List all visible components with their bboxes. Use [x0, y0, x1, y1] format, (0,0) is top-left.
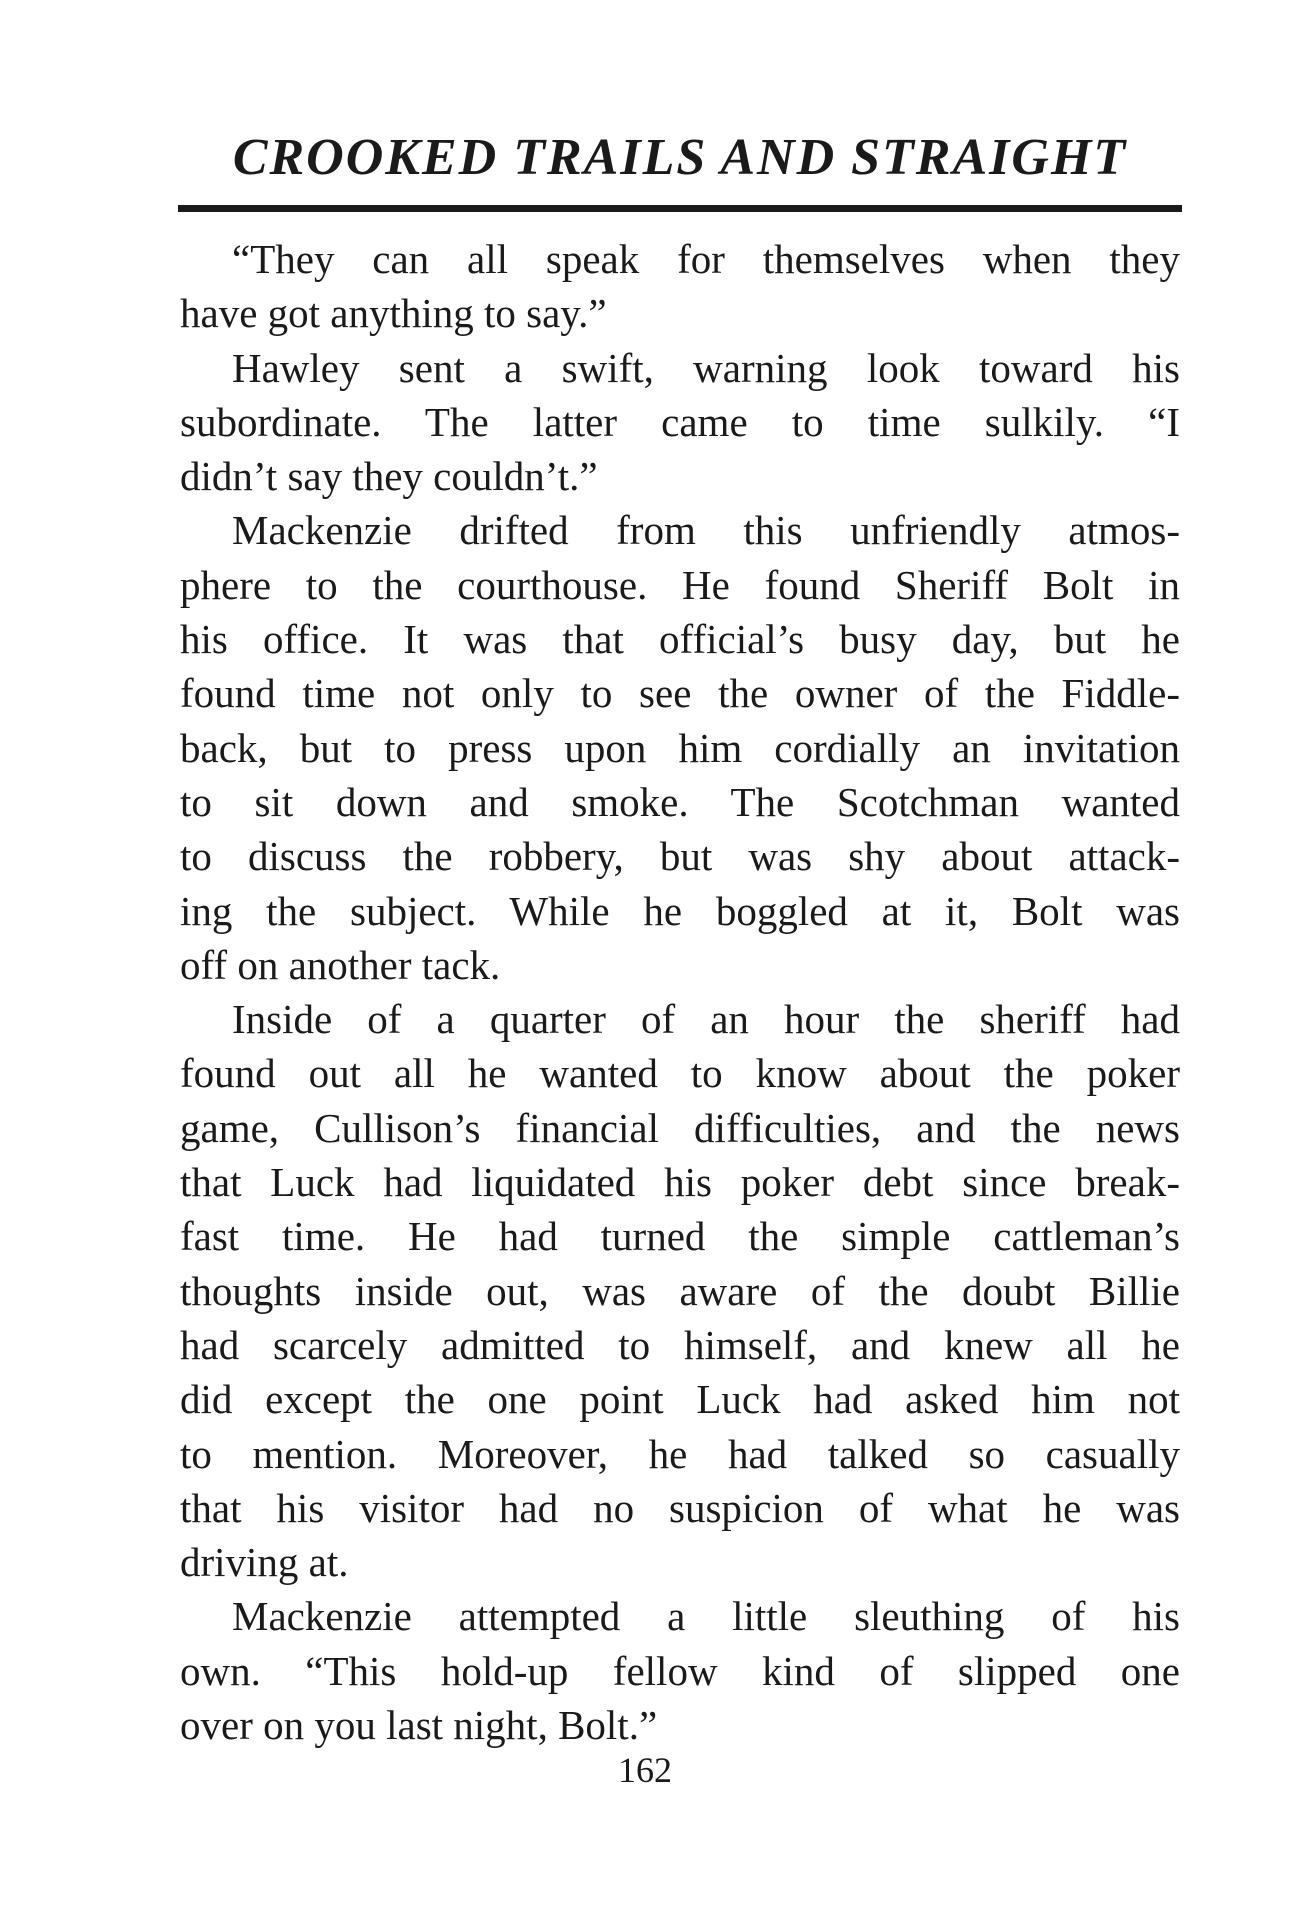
running-header: CROOKED TRAILS AND STRAIGHT [232, 129, 1128, 186]
text-line: thoughts inside out, was aware of the doubt Billie [180, 1267, 1180, 1314]
text-line: that Luck had liquidated his poker debt since break- [180, 1159, 1180, 1206]
text-line: have got anything to say.” [180, 290, 607, 337]
text-line: his office. It was that official’s busy day, but he [180, 616, 1180, 663]
paragraph [180, 503, 1180, 992]
page-number: 162 [618, 1750, 672, 1790]
text-line: found out all he wanted to know about the poker [180, 1050, 1180, 1097]
paragraph [180, 232, 1180, 341]
text-line: found time not only to see the owner of the Fiddle- [180, 670, 1180, 717]
text-line: driving at. [180, 1539, 349, 1586]
text-line: own. “This hold-up fellow kind of slipped one [180, 1647, 1180, 1694]
text-line: had scarcely admitted to himself, and knew all he [180, 1321, 1180, 1368]
text-line: phere to the courthouse. He found Sheriff Bolt in [180, 561, 1180, 608]
text-line: didn’t say they couldn’t.” [180, 453, 598, 500]
paragraph [180, 992, 1180, 1589]
body-text [180, 232, 1180, 1752]
text-line: ing the subject. While he boggled at it, Bolt was [180, 887, 1180, 934]
text-line: game, Cullison’s financial difficulties, and the news [180, 1104, 1180, 1151]
text-line: over on you last night, Bolt.” [180, 1702, 658, 1749]
text-line: did except the one point Luck had asked him not [180, 1376, 1180, 1423]
text-line: subordinate. The latter came to time sulkily. “I [180, 398, 1180, 445]
header-rule [178, 205, 1182, 212]
text-line: Hawley sent a swift, warning look toward his [232, 344, 1180, 391]
text-line: fast time. He had turned the simple cattleman’s [180, 1213, 1180, 1260]
paragraph [180, 1589, 1180, 1752]
text-line: back, but to press upon him cordially an invitation [180, 724, 1180, 771]
text-line: to discuss the robbery, but was shy about attack- [180, 833, 1180, 880]
text-line: Mackenzie drifted from this unfriendly atmos- [232, 507, 1180, 554]
text-line: Inside of a quarter of an hour the sheriff had [232, 996, 1180, 1043]
text-line: to mention. Moreover, he had talked so casually [180, 1430, 1180, 1477]
text-line: Mackenzie attempted a little sleuthing of his [232, 1593, 1180, 1640]
text-line: to sit down and smoke. The Scotchman wanted [180, 778, 1180, 825]
text-line: that his visitor had no suspicion of what he was [180, 1484, 1180, 1531]
paragraph [180, 341, 1180, 504]
text-line: off on another tack. [180, 941, 501, 988]
text-line: “They can all speak for themselves when they [232, 236, 1180, 282]
